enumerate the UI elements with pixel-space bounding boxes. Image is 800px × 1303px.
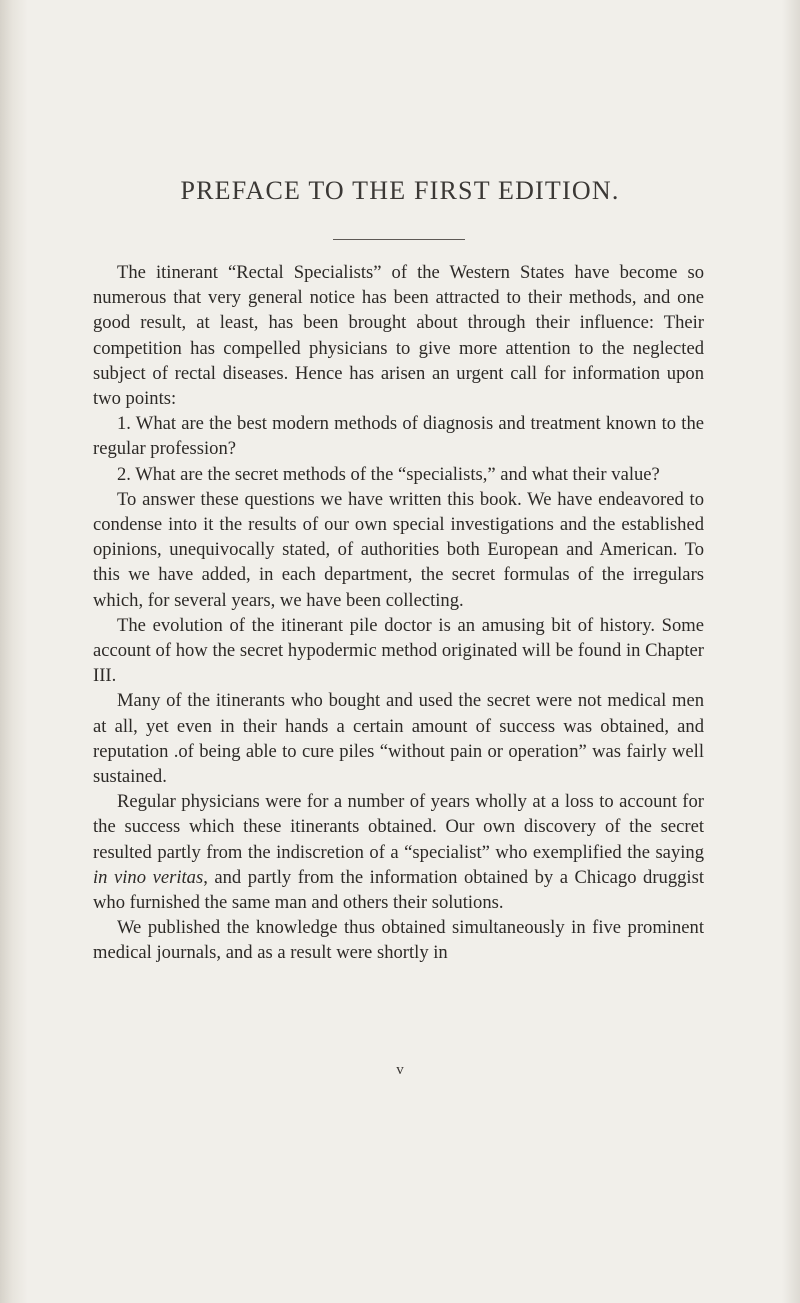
paragraph: 2. What are the secret methods of the “specialists,” and what their value?	[117, 463, 660, 485]
paragraph-text: , and partly from the information obtained by a Chicago druggist who furnished the same man and others their solutions.	[93, 866, 704, 914]
page-number: v	[396, 1062, 404, 1078]
paragraph	[93, 789, 704, 915]
page-title: PREFACE TO THE FIRST EDITION.	[180, 176, 620, 205]
paragraph: To answer these questions we have written this book. We have endeavored to condense into it the results of our own special investigations and the established opinions, unequivocally stated, of authorities both European and American. To this we have added, in each department, the secret formulas of the irregulars which, for several years, we have been collecting.	[93, 488, 704, 611]
paragraph: The evolution of the itinerant pile doctor is an amusing bit of history. Some account of how the secret hypodermic method originated will be found in Chapter III.	[93, 614, 704, 687]
latin-phrase: in vino veritas	[93, 866, 204, 888]
paragraph: 1. What are the best modern methods of diagnosis and treatment known to the regular profession?	[93, 413, 704, 460]
paragraph-text: Regular physicians were for a number of years wholly at a loss to account for the success which these itinerants obtained. Our own discovery of the secret resulted partly from the indiscretion of a “specialist” who exemplified the saying	[93, 791, 704, 863]
title-rule	[333, 239, 465, 240]
preface-body	[93, 260, 704, 966]
paragraph: We published the knowledge thus obtained simultaneously in five prominent medical journals, and as a result were shortly in	[93, 917, 704, 964]
paragraph: The itinerant “Rectal Specialists” of the Western States have become so numerous that very general notice has been attracted to their methods, and one good result, at least, has been brought about through their influence: Their competition has compelled physicians to give more attention to the neglected subject of rectal diseases. Hence has arisen an urgent call for information upon two points:	[93, 262, 704, 410]
paragraph: Many of the itinerants who bought and used the secret were not medical men at all, yet even in their hands a certain amount of success was obtained, and reputation .of being able to cure piles “without pain or operation” was fairly well sustained.	[93, 690, 704, 788]
